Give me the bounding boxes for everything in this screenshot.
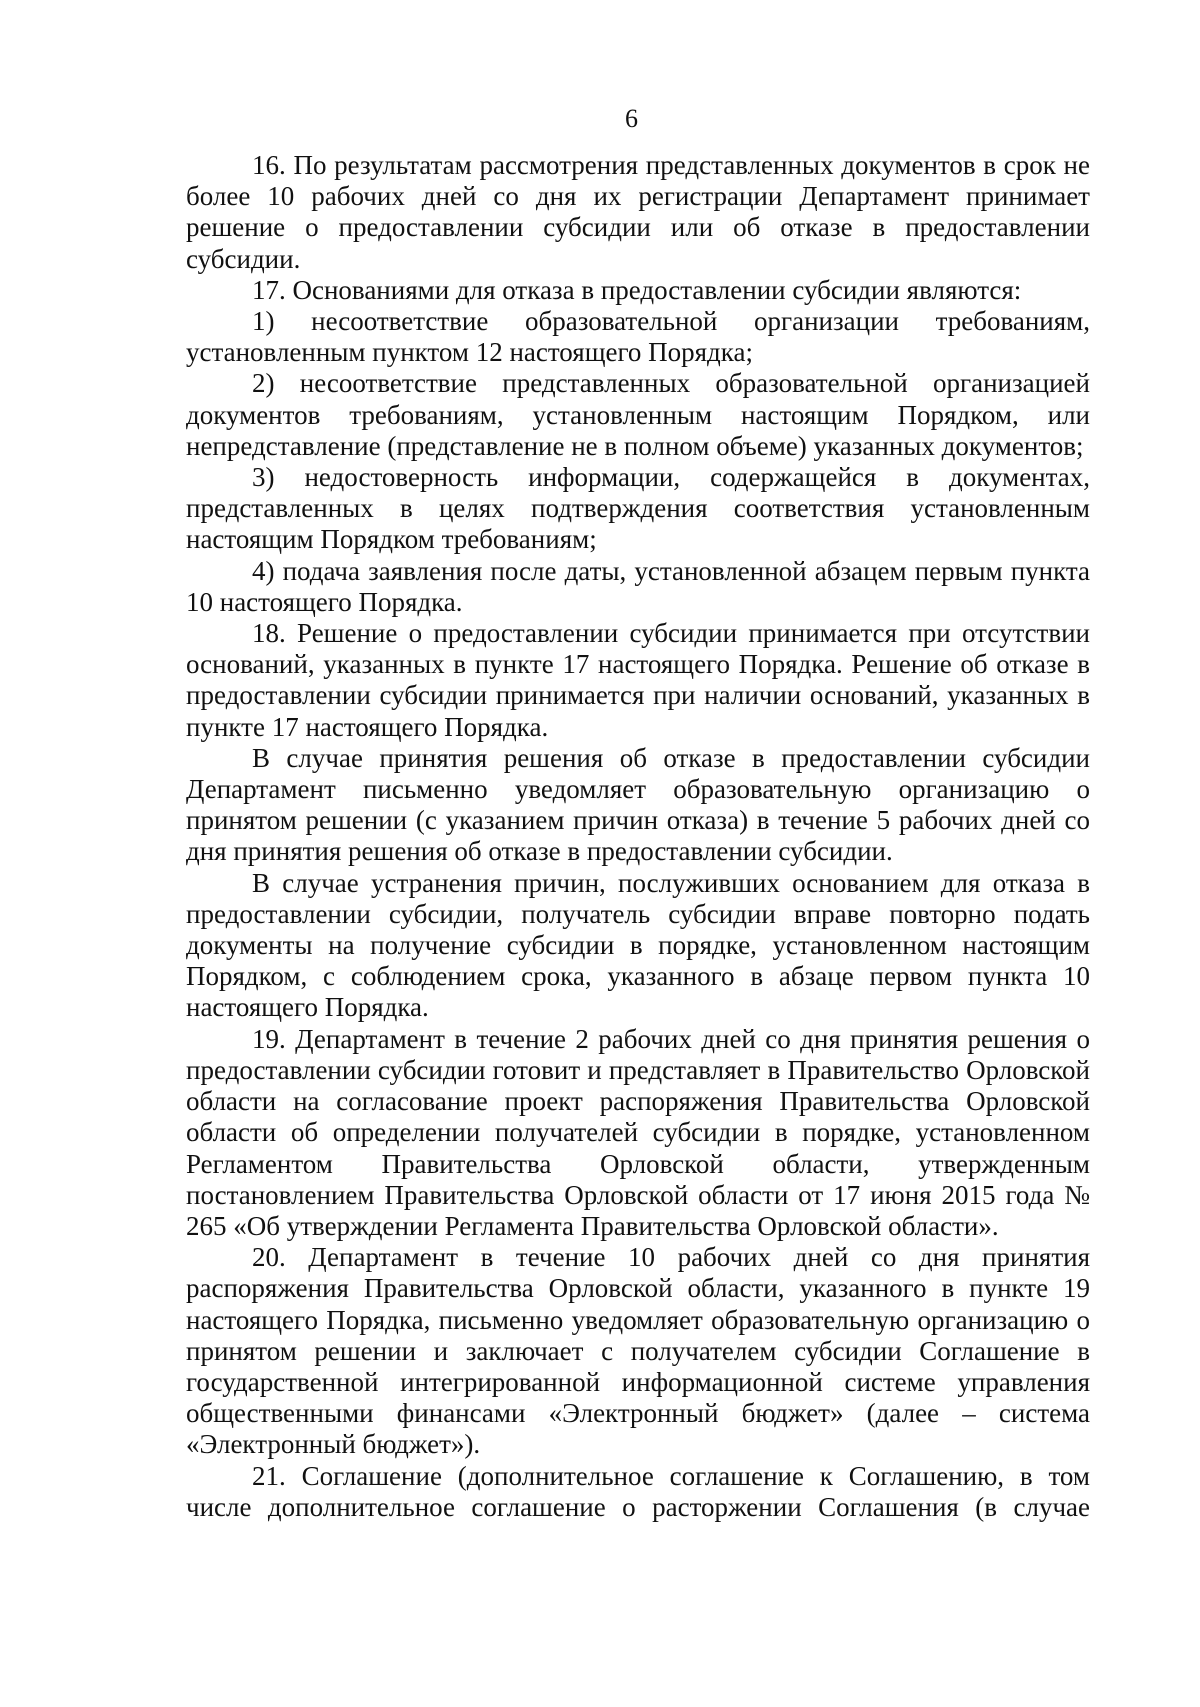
paragraph-17-item-2: 2) несоответствие представленных образовательной организацией документов требованиям, установленным настоящим Порядком, или непредставление (представление не в полном объеме) указанных документов; (186, 368, 1090, 461)
paragraph-18: 18. Решение о предоставлении субсидии принимается при отсутствии оснований, указанных в пункте 17 настоящего Порядка. Решение об отказе в предоставлении субсидии принимается при наличии оснований, указанных в пункте 17 настоящего Порядка. (186, 618, 1090, 742)
paragraph-18-refusal-notice: В случае принятия решения об отказе в предоставлении субсидии Департамент письменно уведомляет образовательную организацию о принятом решении (с указанием причин отказа) в течение 5 рабочих дней со дня принятия решения об отказе в предоставлении субсидии. (186, 742, 1090, 867)
paragraph-18-resubmission: В случае устранения причин, послуживших основанием для отказа в предоставлении субсидии, получатель субсидии вправе повторно подать документы на получение субсидии в порядке, установленном настоящим Порядком, с соблюдением срока, указанного в абзаце первом пункта 10 настоящего Порядка. (186, 867, 1090, 1023)
paragraph-17: 17. Основаниями для отказа в предоставлении субсидии являются: (252, 274, 1022, 305)
page-number: 6 (625, 104, 638, 133)
paragraph-21: 21. Соглашение (дополнительное соглашение к Соглашению, в том числе дополнительное соглашение о расторжении Соглашения (в случае (186, 1460, 1090, 1522)
paragraph-17-item-1: 1) несоответствие образовательной организации требованиям, установленным пунктом 12 настоящего Порядка; (186, 306, 1090, 368)
paragraph-16: 16. По результатам рассмотрения представленных документов в срок не более 10 рабочих дней со дня их регистрации Департамент принимает решение о предоставлении субсидии или об отказе в предоставлении субсидии. (186, 150, 1090, 274)
paragraph-17-item-3: 3) недостоверность информации, содержащейся в документах, представленных в целях подтверждения соответствия установленным настоящим Порядком требованиям; (186, 462, 1090, 555)
paragraph-19: 19. Департамент в течение 2 рабочих дней со дня принятия решения о предоставлении субсидии готовит и представляет в Правительство Орловской области на согласование проект распоряжения Правительства Орловской области об определении получателей субсидии в порядке, установленном Регламентом Правительства Орловской области, утвержденным постановлением Правительства Орловской области от 17 июня 2015 года № 265 «Об утверждении Регламента Правительства Орловской области». (186, 1023, 1090, 1241)
paragraph-20: 20. Департамент в течение 10 рабочих дней со дня принятия распоряжения Правительства Орловской области, указанного в пункте 19 настоящего Порядка, письменно уведомляет образовательную организацию о принятом решении и заключает с получателем субсидии Соглашение в государственной интегрированной информационной системе управления общественными финансами «Электронный бюджет» (далее – система «Электронный бюджет»). (186, 1242, 1090, 1460)
paragraph-17-item-4: 4) подача заявления после даты, установленной абзацем первым пункта 10 настоящего Порядка. (186, 555, 1090, 617)
document-body (186, 150, 1090, 1523)
